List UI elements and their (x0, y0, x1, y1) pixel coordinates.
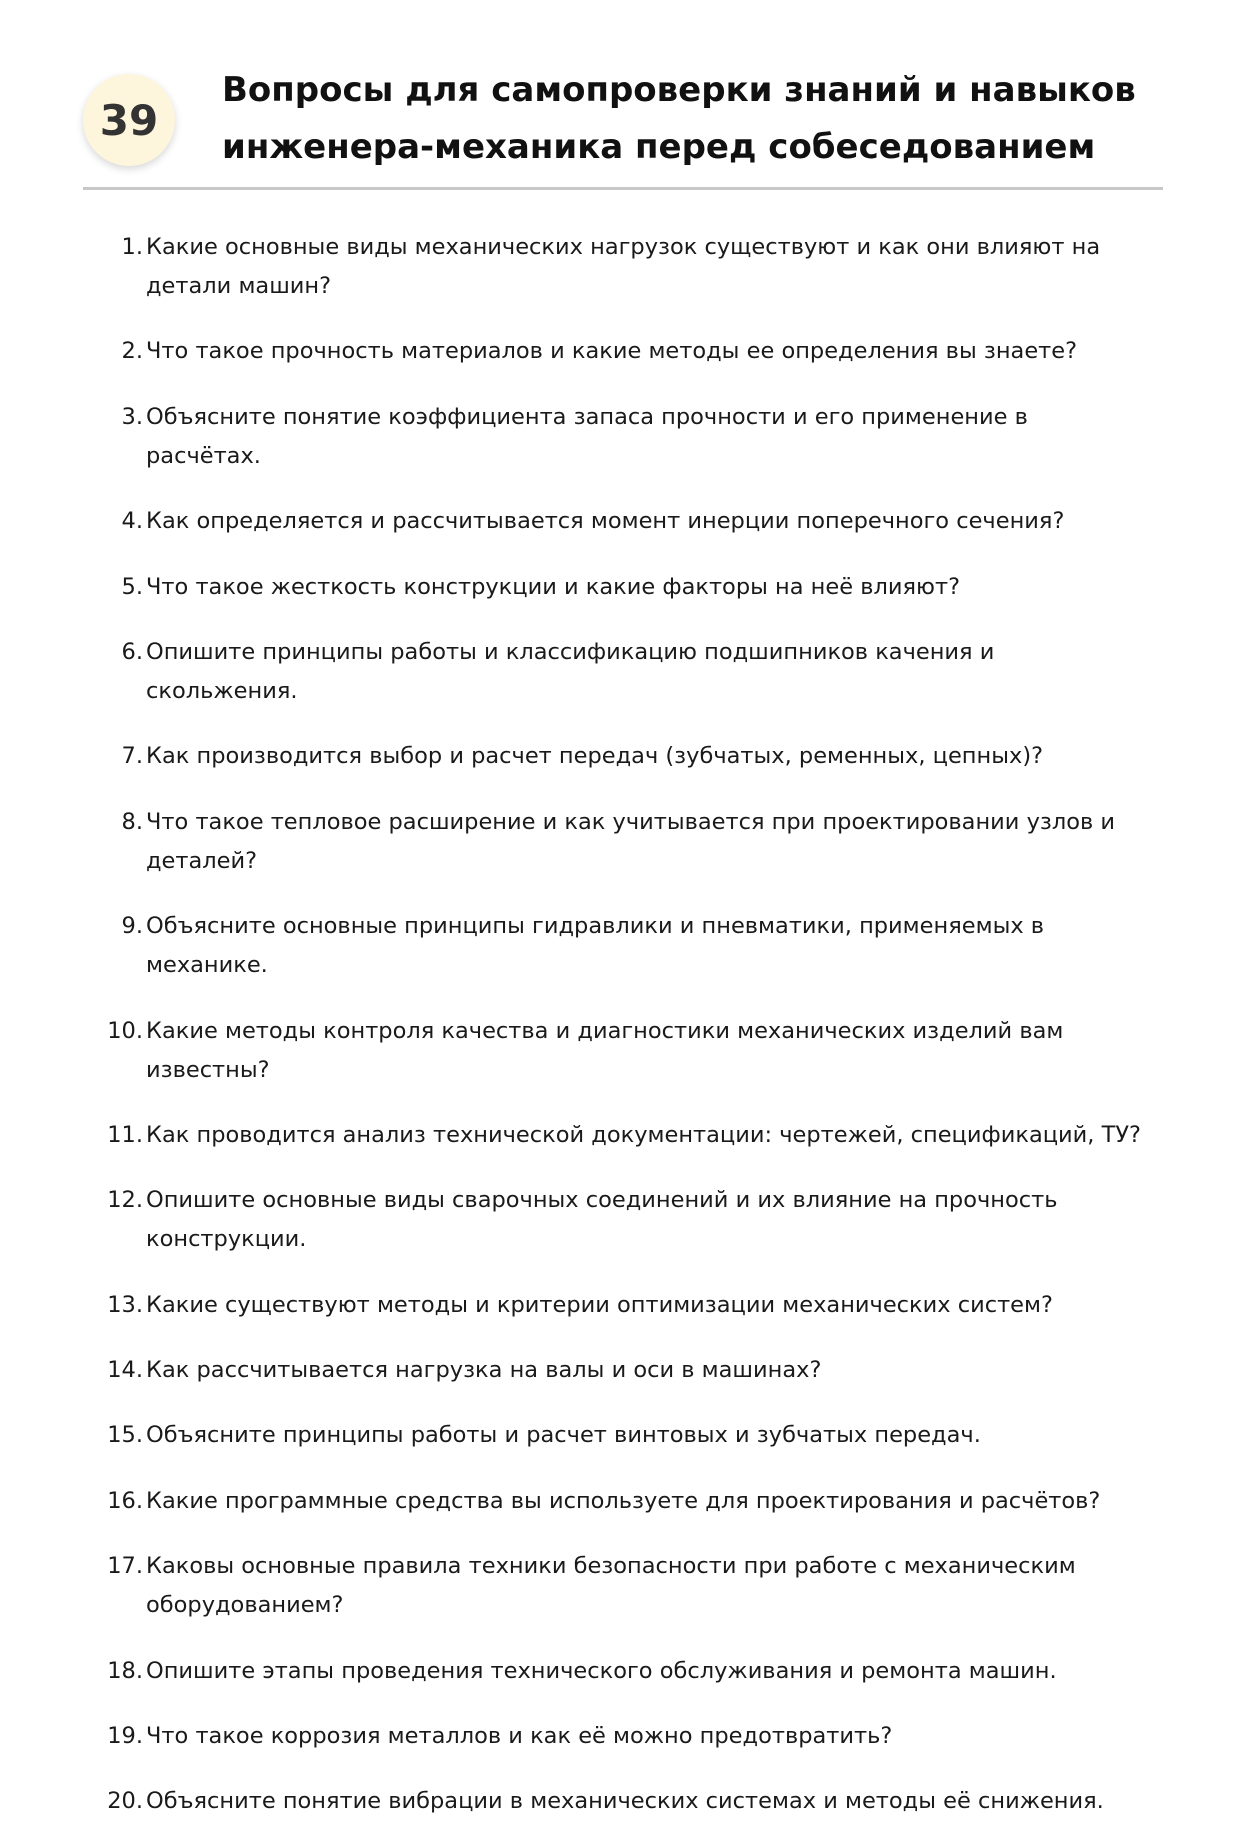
list-item (83, 398, 1163, 476)
item-number: 1. (121, 234, 143, 260)
list-item (83, 633, 1163, 711)
item-number: 10. (107, 1017, 143, 1044)
list-item (83, 1482, 1163, 1521)
item-text: Как проводится анализ технической документации: чертежей, спецификаций, ТУ? (146, 1121, 1141, 1148)
list-item (83, 1012, 1163, 1090)
page-title: Вопросы для самопроверки знаний и навыков инженера-механика перед собеседованием (222, 70, 1136, 167)
item-number: 12. (107, 1187, 143, 1214)
list-item (83, 1547, 1163, 1625)
item-text: Объясните понятие вибрации в механических системах и методы её снижения. (146, 1788, 1104, 1815)
item-text: Объясните понятие коэффициента запаса прочности и его применение в расчётах. (146, 403, 1028, 469)
item-number: 9. (121, 913, 143, 940)
item-number: 8. (121, 808, 143, 835)
list-item (83, 1116, 1163, 1155)
item-number: 19. (107, 1723, 143, 1750)
item-number: 13. (107, 1291, 143, 1318)
item-number: 20. (107, 1788, 143, 1815)
list-item (83, 568, 1163, 607)
item-number: 18. (107, 1657, 143, 1684)
item-number: 2. (121, 338, 143, 365)
list-item (83, 1416, 1163, 1455)
item-number: 3. (121, 403, 143, 430)
item-number: 5. (121, 573, 143, 600)
item-text: Какие методы контроля качества и диагностики механических изделий вам известны? (146, 1017, 1064, 1083)
item-number: 14. (107, 1357, 143, 1384)
list-item (83, 737, 1163, 776)
item-number: 7. (121, 743, 143, 770)
item-text: Что такое тепловое расширение и как учитывается при проектировании узлов и деталей? (146, 808, 1116, 874)
list-item (83, 332, 1163, 371)
item-text: Как определяется и рассчитывается момент инерции поперечного сечения? (146, 508, 1065, 535)
item-text: Какие существуют методы и критерии оптимизации механических систем? (146, 1291, 1053, 1318)
page-header (83, 52, 1163, 190)
item-text: Что такое жесткость конструкции и какие факторы на неё влияют? (146, 573, 961, 600)
item-text: Объясните принципы работы и расчет винтовых и зубчатых передач. (146, 1422, 981, 1449)
item-number: 16. (107, 1487, 143, 1514)
list-item (83, 1286, 1163, 1325)
item-text: Каковы основные правила техники безопасности при работе с механическим оборудованием? (146, 1553, 1076, 1619)
page-number-badge: 39 (83, 74, 175, 166)
item-text: Опишите основные виды сварочных соединений и их влияние на прочность конструкции. (146, 1187, 1058, 1253)
item-number: 15. (107, 1422, 143, 1449)
list-item (83, 1181, 1163, 1259)
list-item (83, 1717, 1163, 1756)
list-item (83, 1782, 1163, 1821)
item-text: Опишите этапы проведения технического обслуживания и ремонта машин. (146, 1657, 1057, 1684)
item-number: 11. (107, 1121, 143, 1148)
item-number: 4. (121, 508, 143, 535)
list-item (83, 1351, 1163, 1390)
item-number: 6. (121, 638, 143, 665)
list-item (83, 502, 1163, 541)
list-item (83, 1652, 1163, 1691)
item-text: Как производится выбор и расчет передач (зубчатых, ременных, цепных)? (146, 743, 1044, 770)
item-number: 17. (107, 1553, 143, 1580)
questions-list (83, 228, 1163, 1848)
list-item (83, 228, 1163, 306)
list-item (83, 803, 1163, 881)
list-item (83, 907, 1163, 985)
item-text: Объясните основные принципы гидравлики и пневматики, применяемых в механике. (146, 913, 1045, 979)
item-text: Опишите принципы работы и классификацию подшипников качения и скольжения. (146, 638, 995, 704)
item-text: Как рассчитывается нагрузка на валы и оси в машинах? (146, 1357, 822, 1384)
item-text: Какие программные средства вы используете для проектирования и расчётов? (146, 1487, 1101, 1514)
item-text: Что такое прочность материалов и какие методы ее определения вы знаете? (146, 338, 1078, 365)
item-text: Что такое коррозия металлов и как её можно предотвратить? (146, 1723, 893, 1750)
item-text: Какие основные виды механических нагрузок существуют и как они влияют на детали машин? (146, 234, 1101, 299)
